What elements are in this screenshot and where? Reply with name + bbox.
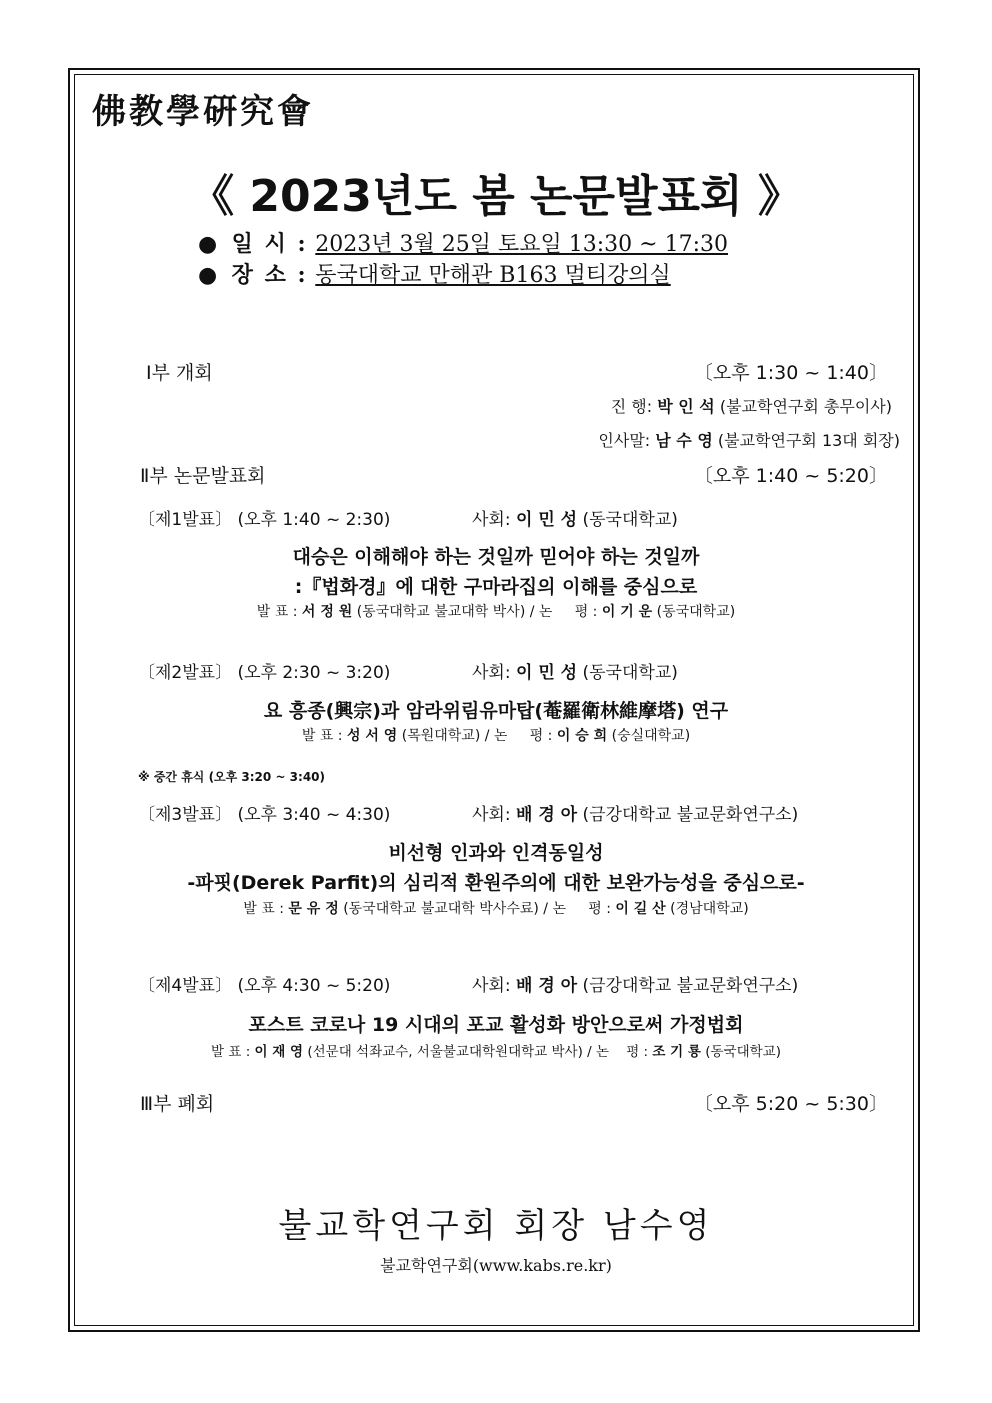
presentation-3-subtitle: -파핏(Derek Parfit)의 심리적 환원주의에 대한 보완가능성을 중심으로- [187, 872, 805, 894]
date-value: 2023년 3월 25일 토요일 13:30 ~ 17:30 [315, 232, 728, 257]
greeting-label: 인사말: [598, 431, 651, 450]
bullet-icon: ● [198, 231, 218, 257]
presentation-2-people: 발 표 : 성 서 영 (목원대학교) / 논 평 : 이 승 희 (숭실대학교) [301, 728, 691, 744]
chair-affil: (불교학연구회 총무이사) [719, 397, 892, 416]
greeting-name: 남 수 영 [655, 431, 713, 450]
presentation-1-host: 사회: 이 민 성 (동국대학교) [472, 510, 678, 530]
presentation-4-host: 사회: 배 경 아 (금강대학교 불교문화연구소) [472, 976, 799, 996]
date-label: 일 시 : [231, 231, 308, 257]
bullet-icon: ● [198, 262, 218, 288]
presentation-2-host: 사회: 이 민 성 (동국대학교) [472, 663, 678, 683]
place-value: 동국대학교 만해관 B163 멀티강의실 [315, 263, 671, 288]
presentation-4-title: 포스트 코로나 19 시대의 포교 활성화 방안으로써 가정법회 [248, 1014, 744, 1036]
place-row [198, 258, 671, 289]
chair-row [611, 394, 892, 417]
closing-signature: 불교학연구회 회장 남수영 [278, 1206, 714, 1246]
website: 불교학연구회(www.kabs.re.kr) [380, 1256, 612, 1275]
part1-label: Ⅰ부 개회 [146, 362, 213, 384]
presentation-1-head: 〔제1발표〕 (오후 1:40 ~ 2:30) [138, 510, 391, 530]
part3-label: Ⅲ부 폐회 [140, 1093, 215, 1115]
greeting-row [598, 428, 900, 451]
presentation-4-head: 〔제4발표〕 (오후 4:30 ~ 5:20) [138, 976, 391, 996]
chair-name: 박 인 석 [657, 397, 715, 416]
place-label: 장 소 : [231, 262, 308, 288]
presentation-3-head: 〔제3발표〕 (오후 3:40 ~ 4:30) [138, 805, 391, 825]
presentation-1-people: 발 표 : 서 정 원 (동국대학교 불교대학 박사) / 논 평 : 이 기 운 (동국대학교) [256, 604, 736, 620]
part1-time: 〔오후 1:30 ~ 1:40〕 [693, 362, 888, 384]
chair-label: 진 행: [610, 397, 653, 416]
greeting-affil: (불교학연구회 13대 회장) [717, 431, 900, 450]
date-row [198, 227, 728, 258]
presentation-2-head: 〔제2발표〕 (오후 2:30 ~ 3:20) [138, 663, 391, 683]
break-note: ※ 중간 휴식 (오후 3:20 ~ 3:40) [138, 770, 326, 784]
presentation-3-host: 사회: 배 경 아 (금강대학교 불교문화연구소) [472, 805, 799, 825]
presentation-2-title: 요 흥종(興宗)과 암라위림유마탑(菴羅衛林維摩塔) 연구 [263, 700, 729, 722]
part2-time: 〔오후 1:40 ~ 5:20〕 [693, 465, 888, 487]
society-name: 佛教學硏究會 [92, 92, 314, 132]
presentation-3-title: 비선형 인과와 인격동일성 [388, 842, 604, 864]
presentation-3-people: 발 표 : 문 유 정 (동국대학교 불교대학 박사수료) / 논 평 : 이 길 산 (경남대학교) [243, 901, 749, 917]
presentation-1-title: 대승은 이해해야 하는 것일까 믿어야 하는 것일까 [292, 546, 700, 568]
presentation-4-people: 발 표 : 이 재 영 (선문대 석좌교수, 서울불교대학원대학교 박사) / 논 평 : 조 기 룡 (동국대학교) [211, 1044, 781, 1060]
page-title: 《 2023년도 봄 논문발표회 》 [190, 171, 802, 222]
part3-time: 〔오후 5:20 ~ 5:30〕 [693, 1093, 888, 1115]
part2-label: Ⅱ부 논문발표회 [140, 465, 266, 487]
presentation-1-subtitle: :『법화경』에 대한 구마라집의 이해를 중심으로 [294, 576, 698, 598]
